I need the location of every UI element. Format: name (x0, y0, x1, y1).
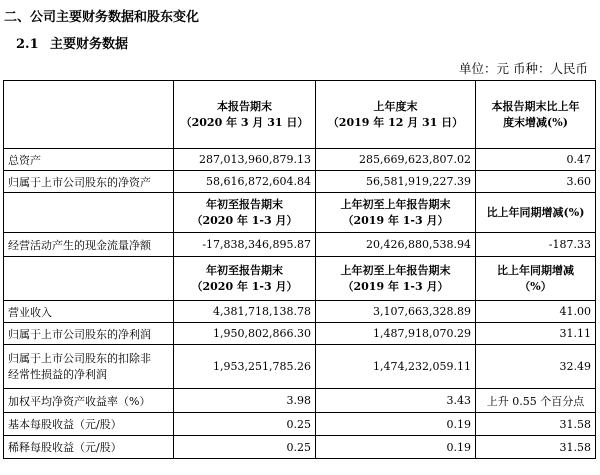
header-blank-cell (4, 257, 174, 301)
subsection-number: 2.1 (16, 37, 39, 52)
value-cell: 3.43 (316, 389, 476, 413)
value-cell: 285,669,623,807.02 (316, 149, 476, 171)
table-row (4, 301, 596, 323)
value-cell: 287,013,960,879.13 (174, 149, 316, 171)
value-cell: 0.25 (174, 413, 316, 436)
row-label-cell: 加权平均净资产收益率（%） (4, 389, 174, 413)
value-cell: 31.11 (476, 323, 596, 345)
value-cell: 0.25 (174, 436, 316, 459)
value-cell: 31.58 (476, 436, 596, 459)
value-cell: 0.19 (316, 413, 476, 436)
header-row (4, 193, 596, 233)
value-cell: 0.47 (476, 149, 596, 171)
header-cell: 上年初至上年报告期末 （2019 年 1-3 月） (316, 193, 476, 233)
value-cell: -187.33 (476, 233, 596, 257)
header-blank-cell (4, 81, 174, 149)
value-cell: 41.00 (476, 301, 596, 323)
header-cell: 比上年同期增减(%) (476, 193, 596, 233)
row-label-cell: 经营活动产生的现金流量净额 (4, 233, 174, 257)
header-cell: 本报告期末 （2020 年 3 月 31 日） (174, 81, 316, 149)
value-cell: 20,426,880,538.94 (316, 233, 476, 257)
value-cell: 58,616,872,604.84 (174, 171, 316, 193)
value-cell: 3.98 (174, 389, 316, 413)
row-label-cell: 归属于上市公司股东的扣除非 经常性损益的净利润 (4, 345, 174, 389)
value-cell: 1,950,802,866.30 (174, 323, 316, 345)
value-cell: 31.58 (476, 413, 596, 436)
unit-line: 单位：元 币种：人民币 (459, 61, 588, 76)
row-label-cell: 总资产 (4, 149, 174, 171)
value-cell: 4,381,718,138.78 (174, 301, 316, 323)
header-cell: 上年初至上年报告期末 （2019 年 1-3 月） (316, 257, 476, 301)
table-row (4, 413, 596, 436)
header-cell: 年初至报告期末 （2020 年 1-3 月） (174, 257, 316, 301)
table-row (4, 345, 596, 389)
value-cell: 1,953,251,785.26 (174, 345, 316, 389)
value-cell: 1,474,232,059.11 (316, 345, 476, 389)
value-cell: 1,487,918,070.29 (316, 323, 476, 345)
section-title: 二、公司主要财务数据和股东变化 (4, 10, 200, 25)
row-label-cell: 归属于上市公司股东的净利润 (4, 323, 174, 345)
value-cell: 32.49 (476, 345, 596, 389)
header-cell: 比上年同期增减 （%） (476, 257, 596, 301)
header-cell: 上年度末 （2019 年 12 月 31 日） (316, 81, 476, 149)
value-cell: -17,838,346,895.87 (174, 233, 316, 257)
table-row (4, 436, 596, 459)
subsection-title (16, 33, 128, 52)
header-cell: 年初至报告期末 （2020 年 1-3 月） (174, 193, 316, 233)
header-cell: 本报告期末比上年 度末增减(%) (476, 81, 596, 149)
subsection-label: 主要财务数据 (50, 37, 129, 52)
row-label-cell: 归属于上市公司股东的净资产 (4, 171, 174, 193)
header-row (4, 81, 596, 149)
value-cell: 上升 0.55 个百分点 (476, 389, 596, 413)
value-cell: 3.60 (476, 171, 596, 193)
header-blank-cell (4, 193, 174, 233)
financial-data-table (3, 80, 596, 459)
table-row (4, 323, 596, 345)
row-label-cell: 稀释每股收益（元/股） (4, 436, 174, 459)
table-row (4, 233, 596, 257)
table-row (4, 389, 596, 413)
row-label-cell: 基本每股收益（元/股） (4, 413, 174, 436)
table-row (4, 149, 596, 171)
table-row (4, 171, 596, 193)
value-cell: 3,107,663,328.89 (316, 301, 476, 323)
header-row (4, 257, 596, 301)
value-cell: 56,581,919,227.39 (316, 171, 476, 193)
value-cell: 0.19 (316, 436, 476, 459)
row-label-cell: 营业收入 (4, 301, 174, 323)
